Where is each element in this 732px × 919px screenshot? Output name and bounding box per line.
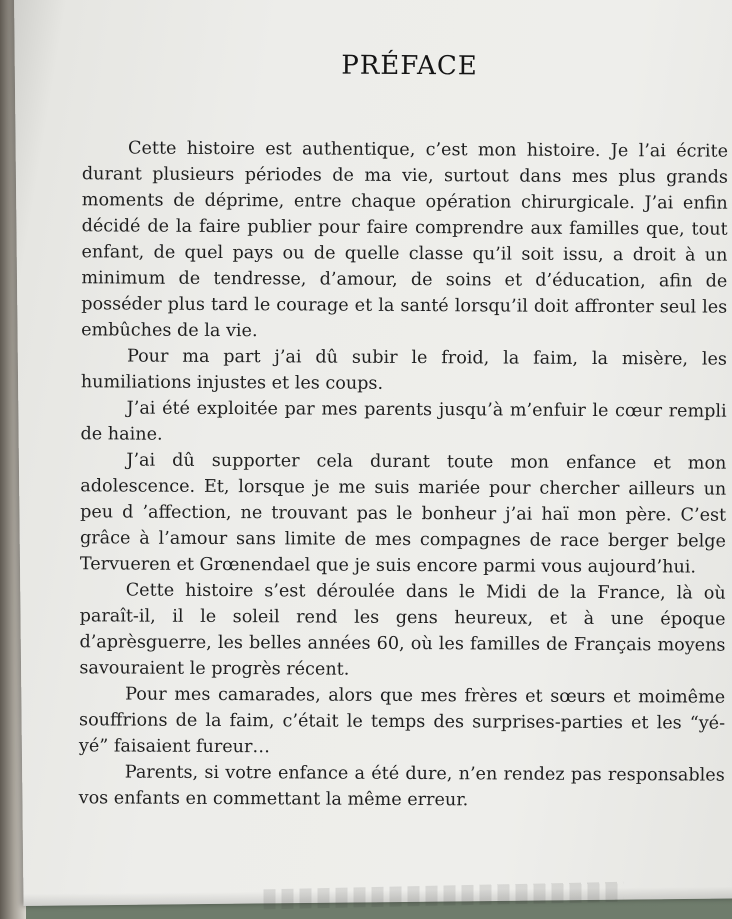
page-title: PRÉFACE <box>341 50 478 82</box>
paragraph: Pour mes camarades, alors que mes frères et sœurs et moimême souffrions de la faim, c’était le temps des surprises-parties et les “yé-yé” faisaient fureur… <box>78 684 726 758</box>
paragraph: Parents, si votre enfance a été dure, n’en rendez pas responsables vos enfants en commettant la même erreur. <box>78 762 725 811</box>
paragraph: J’ai dû supporter cela durant toute mon enfance et mon adolescence. Et, lorsque je me suis mariée pour chercher ailleurs un peu d ’affection, ne trouvant pas le bonheur j’ai haï mon père. C’est grâce à l’amour sans limite de mes compagnes de race berger belge Tervueren et Grœnendael que je suis encore parmi vous aujourd’hui. <box>79 450 727 578</box>
paragraph: J’ai été exploitée par mes parents jusqu’à m’enfuir le cœur rempli de haine. <box>80 398 727 445</box>
paragraph: Pour ma part j’ai dû subir le froid, la faim, la misère, les humiliations injustes et les coups. <box>80 346 728 394</box>
book-page <box>14 0 732 906</box>
preface-body <box>79 135 729 814</box>
paragraph: Cette histoire s’est déroulée dans le Midi de la France, là où paraît-il, il le soleil rend les gens heureux, et à une époque d’aprèsguerre, les belles années 60, où les familles de Français moyens savouraient le progrès récent. <box>79 580 726 680</box>
paragraph: Cette histoire est authentique, c’est mon histoire. Je l’ai écrite durant plusieurs périodes de ma vie, surtout dans mes plus grands moments de déprime, entre chaque opération chirurgicale. J’ai enfin décidé de la faire publier pour faire comprendre aux familles que, tout enfant, de quel pays ou de quelle classe qu’il soit issu, a droit à un minimum de tendresse, d’amour, de soins et d’éducation, afin de posséder plus tard le courage et la santé lorsqu’il doit affronter seul les embûches de la vie. <box>81 138 729 342</box>
page-content <box>79 49 729 814</box>
